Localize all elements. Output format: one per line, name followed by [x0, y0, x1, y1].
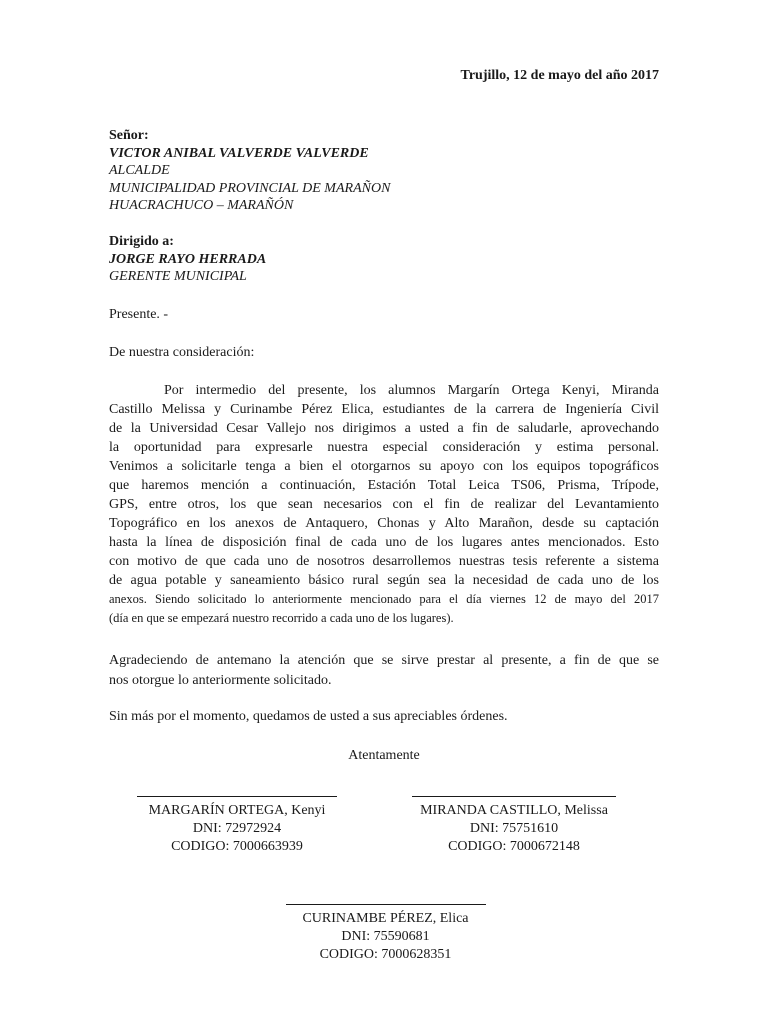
closing-line: Sin más por el momento, quedamos de usted a sus apreciables órdenes.	[109, 709, 508, 724]
signer-code: CODIGO: 7000672148	[448, 839, 580, 854]
signer-code: CODIGO: 7000663939	[171, 839, 303, 854]
body-paragraph	[109, 381, 659, 628]
body-line: de agua potable y saneamiento básico rural según sea la necesidad de cada uno de los	[109, 573, 659, 588]
signer-code: CODIGO: 7000628351	[319, 947, 452, 962]
addressee-institution: MUNICIPALIDAD PROVINCIAL DE MARAÑON	[109, 180, 391, 196]
signature-block	[128, 796, 346, 856]
salutation: Señor:	[109, 128, 149, 143]
body-line: la oportunidad para expresarle nuestra especial consideración y estima personal.	[109, 440, 659, 455]
signer-dni: DNI: 75751610	[469, 821, 559, 836]
letter-date: Trujillo, 12 de mayo del año 2017	[460, 68, 659, 83]
body-line: Venimos a solicitarle tenga a bien el otorgarnos su apoyo con los equipos topográficos	[109, 459, 659, 474]
signer-dni: DNI: 75590681	[341, 929, 430, 944]
consideration-line: De nuestra consideración:	[109, 345, 255, 360]
body-line: (día en que se empezará nuestro recorrido a cada uno de los lugares).	[109, 611, 454, 625]
thanks-line: nos otorgue lo anteriormente solicitado.	[109, 672, 332, 688]
body-line: de la Universidad Cesar Vallejo nos dirigimos a usted a fin de saludarle, aprovechando	[109, 421, 659, 436]
body-line: Castillo Melissa y Curinambe Pérez Elica, estudiantes de la carrera de Ingeniería Civil	[109, 402, 659, 417]
signature-line	[286, 904, 486, 905]
thanks-paragraph	[109, 651, 659, 690]
body-line: que haremos mención a continuación, Estación Total Leica TS06, Prisma, Trípode,	[109, 478, 659, 493]
directed-label: Dirigido a:	[109, 234, 174, 249]
signature-block	[404, 796, 624, 856]
presente-line: Presente. -	[109, 307, 169, 322]
body-line: anexos. Siendo solicitado lo anteriormente mencionado para el día viernes 12 de mayo del 2017	[109, 592, 659, 606]
directed-name: JORGE RAYO HERRADA	[109, 251, 267, 267]
body-line: Por intermedio del presente, los alumnos Margarín Ortega Kenyi, Miranda	[164, 383, 659, 398]
signature-line	[137, 796, 337, 797]
signoff: Atentamente	[348, 748, 420, 763]
thanks-line: Agradeciendo de antemano la atención que se sirve prestar al presente, a fin de que se	[109, 653, 659, 668]
directed-block	[109, 233, 266, 286]
signature-block	[278, 904, 493, 964]
directed-position: GERENTE MUNICIPAL	[109, 269, 247, 284]
signer-name: MIRANDA CASTILLO, Melissa	[420, 803, 608, 818]
body-line: hasta la línea de disposición final de cada uno de los lugares antes mencionados. Esto	[109, 535, 659, 550]
addressee-location: HUACRACHUCO – MARAÑÓN	[109, 198, 294, 213]
signer-dni: DNI: 72972924	[192, 821, 282, 836]
addressee-position: ALCALDE	[109, 163, 170, 178]
signer-name: MARGARÍN ORTEGA, Kenyi	[148, 803, 326, 818]
body-line: GPS, entre otros, los que sean necesarios con el fin de realizar del Levantamiento	[109, 497, 659, 512]
signature-line	[412, 796, 616, 797]
body-line: con motivo de que cada uno de nosotros desarrollemos nuestras tesis referente a sistema	[109, 554, 659, 569]
signer-name: CURINAMBE PÉREZ, Elica	[302, 911, 469, 926]
body-line: Topográfico en los anexos de Antaquero, Chonas y Alto Marañon, desde su captación	[109, 516, 659, 531]
addressee-name: VICTOR ANIBAL VALVERDE VALVERDE	[109, 145, 369, 161]
addressee-block	[109, 127, 390, 215]
